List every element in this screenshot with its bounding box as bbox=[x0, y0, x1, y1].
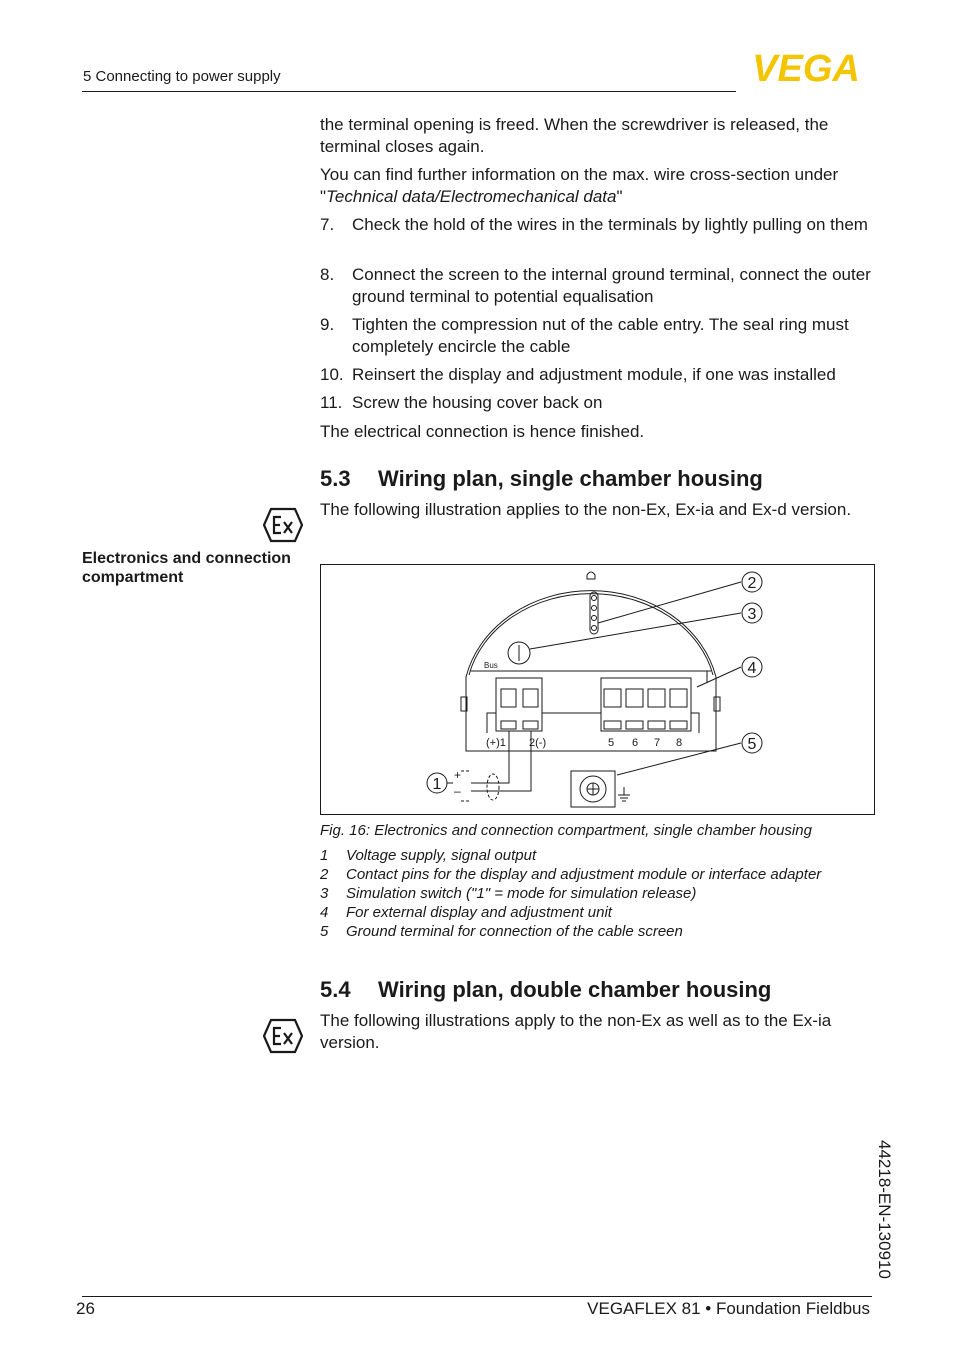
callout-number: 3 bbox=[747, 606, 757, 623]
cable-screen bbox=[487, 774, 499, 800]
text-run: You can find further information on the max. wire cross-section under " bbox=[320, 165, 839, 206]
brand-text: VEGA bbox=[752, 50, 860, 84]
paragraph: the terminal opening is freed. When the screwdriver is released, the terminal closes again. bbox=[320, 115, 829, 156]
callout-number: 5 bbox=[747, 736, 757, 753]
italic-reference: Technical data/Electromechanical data bbox=[326, 187, 617, 206]
terminal-label: 7 bbox=[653, 737, 661, 749]
wiring-diagram-frame bbox=[320, 564, 875, 815]
legend-text: Voltage supply, signal output bbox=[346, 847, 537, 864]
legend-number: 1 bbox=[320, 847, 329, 864]
product-name: VEGAFLEX 81 • Foundation Fieldbus bbox=[587, 1299, 870, 1318]
terminal-clamp bbox=[626, 721, 643, 729]
housing-notch bbox=[587, 572, 595, 579]
footer-rule bbox=[82, 1296, 872, 1297]
contact-pin bbox=[592, 616, 597, 621]
paragraph: The electrical connection is hence finished. bbox=[320, 422, 645, 441]
paragraph: The following illustration applies to the non-Ex, Ex-ia and Ex-d version. bbox=[320, 500, 852, 519]
margin-label: Electronics and connection compartment bbox=[82, 550, 291, 586]
step-number: 11. bbox=[320, 393, 343, 412]
terminal bbox=[648, 689, 665, 707]
running-header: 5 Connecting to power supply bbox=[83, 68, 281, 85]
terminal bbox=[670, 689, 687, 707]
section-heading bbox=[320, 977, 771, 1003]
header-rule bbox=[82, 91, 736, 92]
housing-inner-arc bbox=[469, 594, 713, 675]
section-title: Wiring plan, double chamber housing bbox=[378, 977, 772, 1002]
terminal-label-minus: 2(-) bbox=[529, 737, 547, 749]
minus-sign: – bbox=[454, 784, 461, 798]
step-text: Connect the screen to the internal ground terminal, connect the outer ground terminal to potential equalisation bbox=[352, 265, 871, 306]
wiring-diagram bbox=[321, 565, 874, 814]
terminal-label-plus: (+)1 bbox=[486, 737, 506, 749]
terminal bbox=[523, 689, 538, 707]
contact-pin bbox=[592, 606, 597, 611]
ex-icon bbox=[263, 1018, 303, 1054]
step-number: 7. bbox=[320, 215, 335, 234]
terminal-block-left bbox=[496, 678, 542, 731]
terminal-clamp bbox=[501, 721, 516, 729]
legend-item bbox=[320, 885, 696, 902]
step-text: Tighten the compression nut of the cable entry. The seal ring must completely encircle the cable bbox=[352, 315, 849, 356]
step-number: 9. bbox=[320, 315, 335, 334]
paragraph: The following illustrations apply to the non-Ex as well as to the Ex-ia version. bbox=[320, 1011, 832, 1052]
terminal bbox=[626, 689, 643, 707]
vega-logo bbox=[740, 50, 872, 84]
section-number: 5.3 bbox=[320, 466, 351, 491]
terminal bbox=[604, 689, 621, 707]
legend-text: For external display and adjustment unit bbox=[346, 904, 612, 921]
step-number: 8. bbox=[320, 265, 335, 284]
legend-text: Contact pins for the display and adjustment module or interface adapter bbox=[346, 866, 822, 883]
step-text: Check the hold of the wires in the terminals by lightly pulling on them bbox=[352, 215, 868, 234]
legend-item bbox=[320, 904, 612, 921]
ex-icon bbox=[263, 507, 303, 543]
figure-caption: Fig. 16: Electronics and connection compartment, single chamber housing bbox=[320, 822, 812, 839]
board-trace bbox=[691, 713, 699, 733]
terminal-label: 5 bbox=[607, 737, 615, 749]
contact-pin bbox=[592, 626, 597, 631]
section-heading bbox=[320, 466, 763, 492]
terminal-clamp bbox=[604, 721, 621, 729]
legend-text: Ground terminal for connection of the cable screen bbox=[346, 923, 683, 940]
section-title: Wiring plan, single chamber housing bbox=[378, 466, 763, 491]
terminal-label: 8 bbox=[675, 737, 683, 749]
page-number: 26 bbox=[76, 1299, 95, 1318]
ground-symbol bbox=[618, 787, 630, 801]
terminal-clamp bbox=[523, 721, 538, 729]
terminal-block-right bbox=[601, 678, 691, 731]
bus-label: Bus bbox=[484, 661, 498, 670]
housing-tab-right bbox=[714, 697, 720, 711]
legend-number: 3 bbox=[320, 885, 329, 902]
callout-number: 2 bbox=[747, 575, 757, 592]
board-trace bbox=[487, 713, 496, 733]
step-number: 10. bbox=[320, 365, 344, 384]
callout-leader-3 bbox=[530, 613, 741, 649]
terminal bbox=[501, 689, 516, 707]
step-text: Reinsert the display and adjustment module, if one was installed bbox=[352, 365, 836, 384]
terminal-clamp bbox=[648, 721, 665, 729]
document-id: 44218-EN-130910 bbox=[875, 1140, 894, 1279]
legend-number: 5 bbox=[320, 923, 329, 940]
text-run: " bbox=[616, 187, 623, 206]
contact-pin bbox=[592, 596, 597, 601]
paragraph bbox=[320, 164, 880, 208]
callout-number: 4 bbox=[747, 660, 757, 677]
plus-sign: + bbox=[454, 768, 462, 782]
legend-number: 2 bbox=[320, 866, 329, 883]
legend-item bbox=[320, 923, 683, 940]
callout-leader-4 bbox=[697, 667, 741, 687]
terminal-clamp bbox=[670, 721, 687, 729]
terminal-label: 6 bbox=[631, 737, 639, 749]
step-text: Screw the housing cover back on bbox=[352, 393, 603, 412]
legend-item bbox=[320, 866, 821, 883]
legend-item bbox=[320, 847, 536, 864]
legend-text: Simulation switch ("1" = mode for simulation release) bbox=[346, 885, 697, 902]
section-number: 5.4 bbox=[320, 977, 351, 1002]
callout-number: 1 bbox=[432, 776, 442, 793]
legend-number: 4 bbox=[320, 904, 329, 921]
